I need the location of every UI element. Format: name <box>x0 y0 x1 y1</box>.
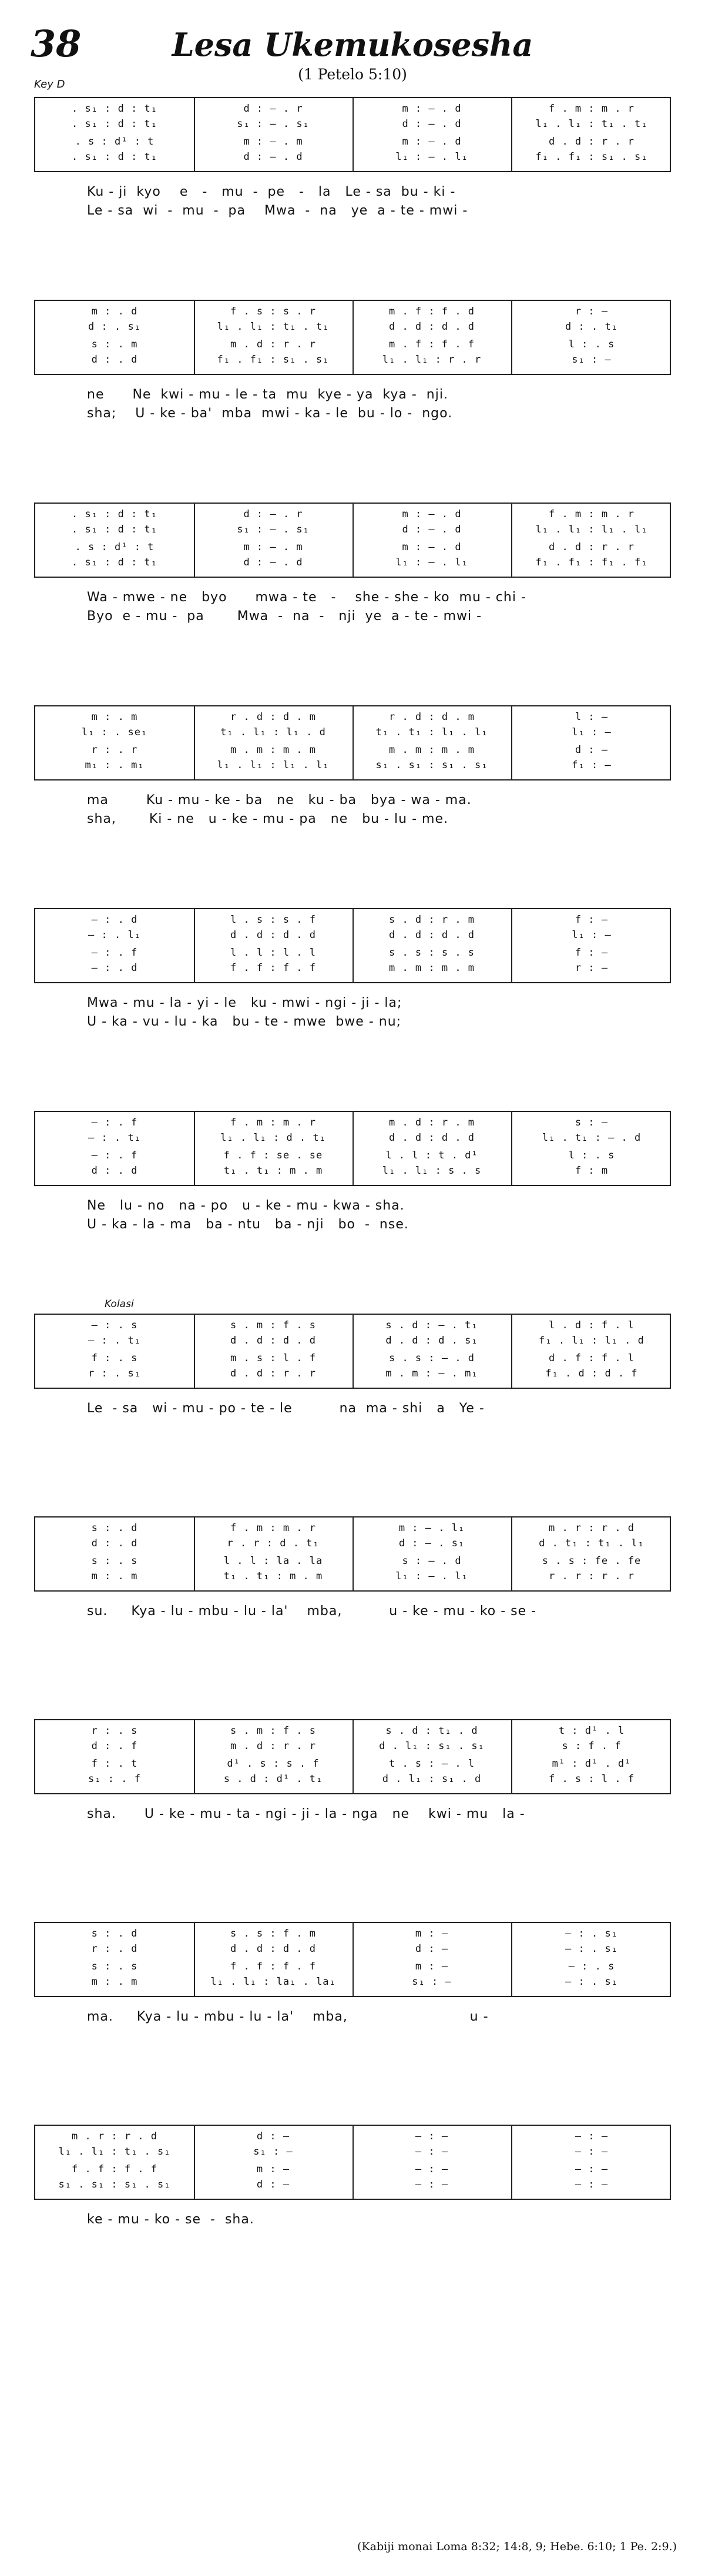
tenor-part: m . d : r . r <box>230 339 317 350</box>
lyric-line: Byo e - mu - pa Mwa - na - nji ye a - te - mwi - <box>87 609 482 624</box>
tenor-part: m . m : m . m <box>388 744 475 756</box>
lyric-line: ma. Kya - lu - mbu - lu - la' mba, u - <box>87 2009 489 2024</box>
footer-reference: (Kabiji monai Loma 8:32; 14:8, 9; Hebe. 6:10; 1 Pe. 2:9.) <box>357 2540 677 2553</box>
tenor-part: f : . t <box>91 1758 138 1770</box>
tenor-part: d . d : r . r <box>548 136 635 148</box>
lyric-line: U - ka - la - ma ba - ntu ba - nji bo - nse. <box>87 1217 409 1232</box>
soprano-part: d : – . r <box>243 103 303 115</box>
lyrics <box>34 2008 671 2026</box>
measure <box>511 2126 672 2199</box>
bass-part: s . d : d¹ . t₁ <box>223 1773 323 1785</box>
measure <box>35 1923 194 1996</box>
soprano-part: m . d : r . m <box>388 1117 475 1128</box>
measure <box>511 1112 672 1185</box>
alto-part: d . d : d . d <box>230 1943 317 1955</box>
tenor-part: — : . s <box>568 1961 615 1972</box>
bass-part: r : — <box>575 962 609 974</box>
tenor-part: m : – . m <box>243 136 303 148</box>
soprano-part: m : . m <box>91 711 138 723</box>
soprano-part: m . f : f . d <box>388 306 475 317</box>
tenor-part: l : . s <box>568 339 615 350</box>
soprano-part: d : – . r <box>243 508 303 520</box>
solfa-staff <box>34 1314 671 1389</box>
alto-part: d . d : d . d <box>230 929 317 941</box>
measure <box>511 706 672 779</box>
measure <box>194 1518 352 1590</box>
tenor-part: d . f : f . l <box>548 1352 635 1364</box>
measure <box>194 2126 352 2199</box>
measure <box>511 504 672 577</box>
alto-part: d : . t₁ <box>565 321 618 333</box>
music-system <box>34 1516 671 1621</box>
alto-part: d . d : d . s₁ <box>385 1335 478 1346</box>
tenor-part: f : — <box>575 947 609 959</box>
tenor-part: m . f : f . f <box>388 339 475 350</box>
alto-part: s : f . f <box>562 1740 622 1752</box>
measure <box>35 2126 194 2199</box>
lyrics <box>34 1399 671 1418</box>
scripture-reference: (1 Petelo 5:10) <box>298 66 407 83</box>
alto-part: d : . s₁ <box>88 321 141 333</box>
alto-part: d . d : d . d <box>230 1335 317 1346</box>
lyrics <box>34 2210 671 2229</box>
measure <box>194 98 352 171</box>
bass-part: s₁ : — <box>412 1976 452 1988</box>
soprano-part: d : — <box>256 2131 290 2142</box>
bass-part: d : – . d <box>243 557 303 568</box>
soprano-part: — : — <box>415 2131 449 2142</box>
tenor-part: d . d : r . r <box>548 541 635 553</box>
soprano-part: f . s : s . r <box>230 306 317 317</box>
bass-part: s₁ : . f <box>88 1773 141 1785</box>
alto-part: d . l₁ : s₁ . s₁ <box>379 1740 485 1752</box>
measure <box>35 1518 194 1590</box>
bass-part: f₁ . f₁ : f₁ . f₁ <box>535 557 648 568</box>
soprano-part: s : . d <box>91 1522 138 1534</box>
soprano-part: f . m : m . r <box>230 1117 317 1128</box>
lyric-line: Mwa - mu - la - yi - le ku - mwi - ngi - ji - la; <box>87 996 402 1010</box>
tenor-part: d : — <box>575 744 609 756</box>
bass-part: f₁ . f₁ : s₁ . s₁ <box>217 354 330 366</box>
alto-part: l₁ : — <box>572 929 612 941</box>
measure <box>352 1112 511 1185</box>
tenor-part: l . l : l . l <box>230 947 317 959</box>
bass-part: f₁ : — <box>572 759 612 771</box>
solfa-staff <box>34 300 671 375</box>
lyric-line: U - ka - vu - lu - ka bu - te - mwe bwe - nu; <box>87 1014 402 1029</box>
soprano-part: — : . f <box>91 1117 138 1128</box>
lyric-line: sha. U - ke - mu - ta - ngi - ji - la - nga ne kwi - mu la - <box>87 1807 525 1821</box>
lyric-line: Ku - ji kyo e - mu - pe - la Le - sa bu - ki - <box>87 185 456 199</box>
lyrics <box>34 588 671 626</box>
soprano-part: — : . d <box>91 914 138 926</box>
tenor-part: s : – . d <box>402 1555 462 1567</box>
hymn-title: Lesa Ukemukosesha <box>172 26 533 63</box>
lyric-line: ne Ne kwi - mu - le - ta mu kye - ya kya - nji. <box>87 387 448 402</box>
soprano-part: r . d : d . m <box>230 711 317 723</box>
alto-part: l₁ . l₁ : t₁ . t₁ <box>535 118 648 130</box>
alto-part: d : . d <box>91 1537 138 1549</box>
soprano-part: s : — <box>575 1117 609 1128</box>
lyrics <box>34 1197 671 1234</box>
music-system <box>34 1922 671 2026</box>
alto-part: l₁ : . se₁ <box>81 726 148 738</box>
bass-part: — : . s₁ <box>565 1976 618 1988</box>
tenor-part: . s : d¹ : t <box>75 541 155 553</box>
bass-part: s₁ : — <box>572 354 612 366</box>
alto-part: — : — <box>575 2146 609 2158</box>
soprano-part: t : d¹ . l <box>558 1725 625 1737</box>
bass-part: l₁ . l₁ : r . r <box>382 354 482 366</box>
lyric-line: Le - sa wi - mu - po - te - le na ma - shi a Ye - <box>87 1401 485 1416</box>
tenor-part: . s : d¹ : t <box>75 136 155 148</box>
bass-part: . s₁ : d : t₁ <box>71 557 158 568</box>
soprano-part: l . d : f . l <box>548 1319 635 1331</box>
alto-part: l₁ . l₁ : t₁ . s₁ <box>58 2146 171 2158</box>
measure <box>35 1315 194 1388</box>
measure <box>35 504 194 577</box>
bass-part: t₁ . t₁ : m . m <box>223 1570 323 1582</box>
measure <box>352 1315 511 1388</box>
solfa-staff <box>34 2125 671 2200</box>
measure <box>511 1315 672 1388</box>
measure <box>35 909 194 982</box>
measure <box>352 706 511 779</box>
measure <box>511 1720 672 1793</box>
bass-part: m . m : – . m₁ <box>385 1368 478 1379</box>
bass-part: m₁ : . m₁ <box>85 759 145 771</box>
lyric-line: su. Kya - lu - mbu - lu - la' mba, u - ke - mu - ko - se - <box>87 1604 537 1619</box>
alto-part: . s₁ : d : t₁ <box>71 118 158 130</box>
measure <box>511 301 672 374</box>
measure <box>352 909 511 982</box>
music-system <box>34 705 671 829</box>
bass-part: r . r : r . r <box>548 1570 635 1582</box>
bass-part: f . f : f . f <box>230 962 317 974</box>
soprano-part: m . r : r . d <box>71 2131 158 2142</box>
tenor-part: s : . m <box>91 339 138 350</box>
alto-part: d : — <box>415 1943 449 1955</box>
tenor-part: — : . f <box>91 1150 138 1161</box>
measure <box>194 1315 352 1388</box>
alto-part: — : . s₁ <box>565 1943 618 1955</box>
bass-part: l₁ . l₁ : la₁ . la₁ <box>210 1976 336 1988</box>
tenor-part: s : . s <box>91 1555 138 1567</box>
hymn-number: 38 <box>31 22 82 65</box>
soprano-part: r . d : d . m <box>388 711 475 723</box>
soprano-part: m : – . l₁ <box>398 1522 465 1534</box>
measure <box>511 98 672 171</box>
lyric-line: ke - mu - ko - se - sha. <box>87 2212 254 2227</box>
soprano-part: — : . s <box>91 1319 138 1331</box>
bass-part: . s₁ : d : t₁ <box>71 151 158 163</box>
measure <box>352 504 511 577</box>
lyric-line: sha; U - ke - ba' mba mwi - ka - le bu - lo - ngo. <box>87 406 453 421</box>
tenor-part: l . l : la . la <box>223 1555 323 1567</box>
tenor-part: m : – . d <box>402 541 462 553</box>
alto-part: d : – . d <box>402 524 462 535</box>
measure <box>352 1923 511 1996</box>
tenor-part: s . s : – . d <box>388 1352 475 1364</box>
tenor-part: m : — <box>415 1961 449 1972</box>
tenor-part: m : – . m <box>243 541 303 553</box>
bass-part: r : . s₁ <box>88 1368 141 1379</box>
measure <box>194 909 352 982</box>
tenor-part: m . m : m . m <box>230 744 317 756</box>
alto-part: l₁ . l₁ : d . t₁ <box>220 1132 326 1144</box>
alto-part: d . d : d . d <box>388 929 475 941</box>
tenor-part: m : – . d <box>402 136 462 148</box>
soprano-part: s : . d <box>91 1928 138 1939</box>
tenor-part: l . l : t . d¹ <box>385 1150 478 1161</box>
tenor-part: l : . s <box>568 1150 615 1161</box>
measure <box>511 909 672 982</box>
alto-part: — : . l₁ <box>88 929 141 941</box>
measure <box>352 1720 511 1793</box>
tenor-part: f . f : se . se <box>223 1150 323 1161</box>
measure <box>35 706 194 779</box>
soprano-part: m . r : r . d <box>548 1522 635 1534</box>
bass-part: l₁ : – . l₁ <box>395 557 468 568</box>
tenor-part: r : . r <box>91 744 138 756</box>
tenor-part: m : — <box>256 2163 290 2175</box>
section-label: Kolasi <box>105 1298 134 1310</box>
soprano-part: r : — <box>575 306 609 317</box>
bass-part: d . l₁ : s₁ . d <box>382 1773 482 1785</box>
soprano-part: s . m : f . s <box>230 1319 317 1331</box>
solfa-staff <box>34 97 671 172</box>
alto-part: m . d : r . r <box>230 1740 317 1752</box>
measure <box>194 1923 352 1996</box>
solfa-staff <box>34 1719 671 1794</box>
tenor-part: t . s : – . l <box>388 1758 475 1770</box>
bass-part: t₁ . t₁ : m . m <box>223 1165 323 1177</box>
soprano-part: . s₁ : d : t₁ <box>71 103 158 115</box>
bass-part: l₁ : – . l₁ <box>395 1570 468 1582</box>
soprano-part: s . m : f . s <box>230 1725 317 1737</box>
measure <box>194 706 352 779</box>
music-system <box>34 1719 671 1824</box>
alto-part: d : – . s₁ <box>398 1537 465 1549</box>
lyrics <box>34 994 671 1031</box>
soprano-part: s . d : – . t₁ <box>385 1319 478 1331</box>
alto-part: — : . t₁ <box>88 1335 141 1346</box>
measure <box>352 98 511 171</box>
bass-part: m : . m <box>91 1570 138 1582</box>
measure <box>352 301 511 374</box>
tenor-part: m¹ : d¹ . d¹ <box>552 1758 632 1770</box>
lyrics <box>34 386 671 423</box>
bass-part: s₁ . s₁ : s₁ . s₁ <box>375 759 488 771</box>
bass-part: f : m <box>575 1165 609 1177</box>
music-system <box>34 908 671 1031</box>
alto-part: s₁ : – . s₁ <box>237 118 310 130</box>
soprano-part: m : — <box>415 1928 449 1939</box>
soprano-part: f . m : m . r <box>548 508 635 520</box>
bass-part: d : . d <box>91 1165 138 1177</box>
solfa-staff <box>34 503 671 578</box>
alto-part: s₁ : – . s₁ <box>237 524 310 535</box>
solfa-staff <box>34 908 671 983</box>
soprano-part: s . s : f . m <box>230 1928 317 1939</box>
tenor-part: — : — <box>575 2163 609 2175</box>
alto-part: l₁ . l₁ : l₁ . l₁ <box>535 524 648 535</box>
soprano-part: l . s : s . f <box>230 914 317 926</box>
lyric-line: ma Ku - mu - ke - ba ne ku - ba bya - wa - ma. <box>87 793 472 808</box>
music-system <box>34 97 671 220</box>
key-signature: Key D <box>34 78 65 91</box>
solfa-staff <box>34 1111 671 1186</box>
alto-part: d . d : d . d <box>388 1132 475 1144</box>
music-system <box>34 1111 671 1234</box>
alto-part: r . r : d . t₁ <box>227 1537 320 1549</box>
lyrics <box>34 1805 671 1824</box>
soprano-part: m : – . d <box>402 103 462 115</box>
bass-part: d : – . d <box>243 151 303 163</box>
soprano-part: — : . s₁ <box>565 1928 618 1939</box>
tenor-part: s . s : s . s <box>388 947 475 959</box>
alto-part: l₁ : — <box>572 726 612 738</box>
tenor-part: f . f : f . f <box>230 1961 317 1972</box>
soprano-part: . s₁ : d : t₁ <box>71 508 158 520</box>
soprano-part: l : — <box>575 711 609 723</box>
tenor-part: m . s : l . f <box>230 1352 317 1364</box>
tenor-part: s . s : fe . fe <box>542 1555 642 1567</box>
alto-part: — : . t₁ <box>88 1132 141 1144</box>
alto-part: t₁ . l₁ : l₁ . d <box>220 726 326 738</box>
alto-part: d : . f <box>91 1740 138 1752</box>
bass-part: d : . d <box>91 354 138 366</box>
bass-part: — : . d <box>91 962 138 974</box>
bass-part: l₁ : – . l₁ <box>395 151 468 163</box>
tenor-part: f : . s <box>91 1352 138 1364</box>
tenor-part: — : — <box>415 2163 449 2175</box>
bass-part: — : — <box>575 2179 609 2190</box>
bass-part: l₁ . l₁ : s . s <box>382 1165 482 1177</box>
lyric-line: Ne lu - no na - po u - ke - mu - kwa - sha. <box>87 1198 405 1213</box>
measure <box>352 2126 511 2199</box>
music-system <box>34 2125 671 2229</box>
bass-part: d . d : r . r <box>230 1368 317 1379</box>
lyric-line: Wa - mwe - ne byo mwa - te - she - she - ko mu - chi - <box>87 590 526 605</box>
soprano-part: s . d : r . m <box>388 914 475 926</box>
soprano-part: f : — <box>575 914 609 926</box>
music-system <box>34 1298 671 1418</box>
bass-part: d : — <box>256 2179 290 2190</box>
bass-part: f₁ . d : d . f <box>545 1368 638 1379</box>
solfa-staff <box>34 705 671 780</box>
measure <box>35 98 194 171</box>
measure <box>194 301 352 374</box>
lyrics <box>34 1602 671 1621</box>
soprano-part: f . m : m . r <box>230 1522 317 1534</box>
lyrics <box>34 183 671 220</box>
measure <box>194 1112 352 1185</box>
alto-part: d . d : d . d <box>388 321 475 333</box>
alto-part: f₁ . l₁ : l₁ . d <box>539 1335 644 1346</box>
measure <box>194 504 352 577</box>
bass-part: f₁ . f₁ : s₁ . s₁ <box>535 151 648 163</box>
alto-part: s₁ : — <box>253 2146 293 2158</box>
bass-part: l₁ . l₁ : l₁ . l₁ <box>217 759 330 771</box>
measure <box>35 1720 194 1793</box>
alto-part: l₁ . t₁ : – . d <box>542 1132 642 1144</box>
tenor-part: — : . f <box>91 947 138 959</box>
alto-part: d : – . d <box>402 118 462 130</box>
measure <box>511 1518 672 1590</box>
soprano-part: f . m : m . r <box>548 103 635 115</box>
soprano-part: — : — <box>575 2131 609 2142</box>
measure <box>35 1112 194 1185</box>
soprano-part: m : – . d <box>402 508 462 520</box>
soprano-part: r : . s <box>91 1725 138 1737</box>
music-system <box>34 300 671 423</box>
alto-part: t₁ . t₁ : l₁ . l₁ <box>375 726 488 738</box>
solfa-staff <box>34 1516 671 1592</box>
alto-part: l₁ . l₁ : t₁ . t₁ <box>217 321 330 333</box>
bass-part: — : — <box>415 2179 449 2190</box>
music-system <box>34 503 671 626</box>
measure <box>352 1518 511 1590</box>
lyric-line: Le - sa wi - mu - pa Mwa - na ye a - te - mwi - <box>87 203 468 218</box>
measure <box>511 1923 672 1996</box>
tenor-part: s : . s <box>91 1961 138 1972</box>
solfa-staff <box>34 1922 671 1997</box>
bass-part: m : . m <box>91 1976 138 1988</box>
soprano-part: m : . d <box>91 306 138 317</box>
measure <box>35 301 194 374</box>
alto-part: d . t₁ : t₁ . l₁ <box>539 1537 644 1549</box>
bass-part: f . s : l . f <box>548 1773 635 1785</box>
bass-part: s₁ . s₁ : s₁ . s₁ <box>58 2179 171 2190</box>
lyrics <box>34 791 671 829</box>
measure <box>194 1720 352 1793</box>
bass-part: m . m : m . m <box>388 962 475 974</box>
alto-part: — : — <box>415 2146 449 2158</box>
alto-part: . s₁ : d : t₁ <box>71 524 158 535</box>
soprano-part: s . d : t₁ . d <box>385 1725 478 1737</box>
tenor-part: f . f : f . f <box>71 2163 158 2175</box>
tenor-part: d¹ . s : s . f <box>227 1758 320 1770</box>
lyric-line: sha, Ki - ne u - ke - mu - pa ne bu - lu - me. <box>87 812 448 826</box>
alto-part: r : . d <box>91 1943 138 1955</box>
